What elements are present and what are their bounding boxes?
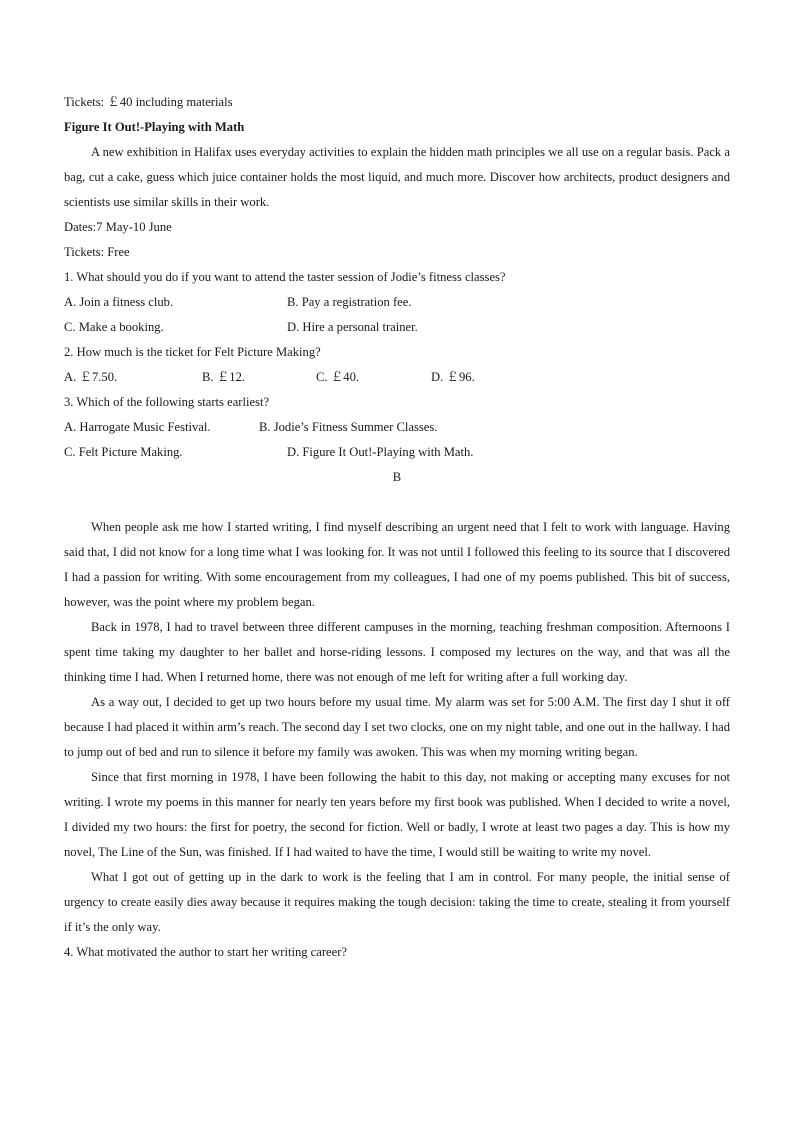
q2-option-b: B. ￡12. xyxy=(202,370,246,384)
question-3: 3. Which of the following starts earliest? xyxy=(64,395,270,409)
question-1: 1. What should you do if you want to attend the taster session of Jodie’s fitness classes? xyxy=(64,270,506,284)
q1-option-b: B. Pay a registration fee. xyxy=(287,295,412,309)
q2-option-c: C. ￡40. xyxy=(316,370,360,384)
passage-paragraph-1: When people ask me how I started writing, I find myself describing an urgent need that I felt to work with language. Having said that, I did not know for a long time what I was looking for. It was not until I followed this feeling to its source that I discovered I had a passion for writing. With some encouragement from my colleagues, I had one of my poems published. This bit of success, however, was the point where my problem began. xyxy=(64,520,730,609)
q3-option-d: D. Figure It Out!-Playing with Math. xyxy=(287,445,474,459)
document-page xyxy=(64,90,730,965)
q1-option-a: A. Join a fitness club. xyxy=(64,295,174,309)
question-3-options-row-1 xyxy=(64,415,730,440)
passage-paragraph-2: Back in 1978, I had to travel between three different campuses in the morning, teaching freshman composition. Afternoons I spent time taking my daughter to her ballet and horse-riding lessons. I composed my lectures on the way, and that was all the thinking time I had. When I returned home, there was not enough of me left for writing after a full working day. xyxy=(64,620,730,684)
section-b-label: B xyxy=(392,470,402,484)
passage-paragraph-3: As a way out, I decided to get up two hours before my usual time. My alarm was set for 5:00 A.M. The first day I shut it off because I had placed it within arm’s reach. The second day I set two clocks, one on my night table, and one out in the hallway. I had to jump out of bed and run to silence it before my family was awoken. This was when my morning writing began. xyxy=(64,695,730,759)
question-1-options-row-1 xyxy=(64,290,730,315)
question-1-options-row-2 xyxy=(64,315,730,340)
event-tickets: Tickets: Free xyxy=(64,245,130,259)
question-2: 2. How much is the ticket for Felt Picture Making? xyxy=(64,345,321,359)
q2-option-d: D. ￡96. xyxy=(431,370,475,384)
event-dates: Dates:7 May-10 June xyxy=(64,220,172,234)
q3-option-c: C. Felt Picture Making. xyxy=(64,445,183,459)
q2-option-a: A. ￡7.50. xyxy=(64,370,118,384)
event-description: A new exhibition in Halifax uses everyday activities to explain the hidden math principles we all use on a regular basis. Pack a bag, cut a cake, guess which juice container holds the most liquid, and much more. Discover how architects, product designers and scientists use similar skills in their work. xyxy=(64,145,730,209)
tickets-line: Tickets: ￡40 including materials xyxy=(64,95,233,109)
question-3-options-row-2 xyxy=(64,440,730,465)
q3-option-a: A. Harrogate Music Festival. xyxy=(64,420,211,434)
event-title: Figure It Out!-Playing with Math xyxy=(64,120,245,134)
question-2-options xyxy=(64,365,730,390)
passage-paragraph-5: What I got out of getting up in the dark to work is the feeling that I am in control. For many people, the initial sense of urgency to create easily dies away because it requires making the tough decision: taking the time to create, stealing it from yourself if it’s the only way. xyxy=(64,870,730,934)
q1-option-d: D. Hire a personal trainer. xyxy=(287,320,418,334)
passage-paragraph-4: Since that first morning in 1978, I have been following the habit to this day, not making or accepting many excuses for not writing. I wrote my poems in this manner for nearly ten years before my first book was published. When I decided to write a novel, I divided my two hours: the first for poetry, the second for fiction. Well or badly, I wrote at least two pages a day. This is how my novel, The Line of the Sun, was finished. If I had waited to have the time, I would still be waiting to write my novel. xyxy=(64,770,730,859)
question-4: 4. What motivated the author to start her writing career? xyxy=(64,945,348,959)
q3-option-b: B. Jodie’s Fitness Summer Classes. xyxy=(259,420,438,434)
q1-option-c: C. Make a booking. xyxy=(64,320,164,334)
section-gap xyxy=(64,490,730,515)
